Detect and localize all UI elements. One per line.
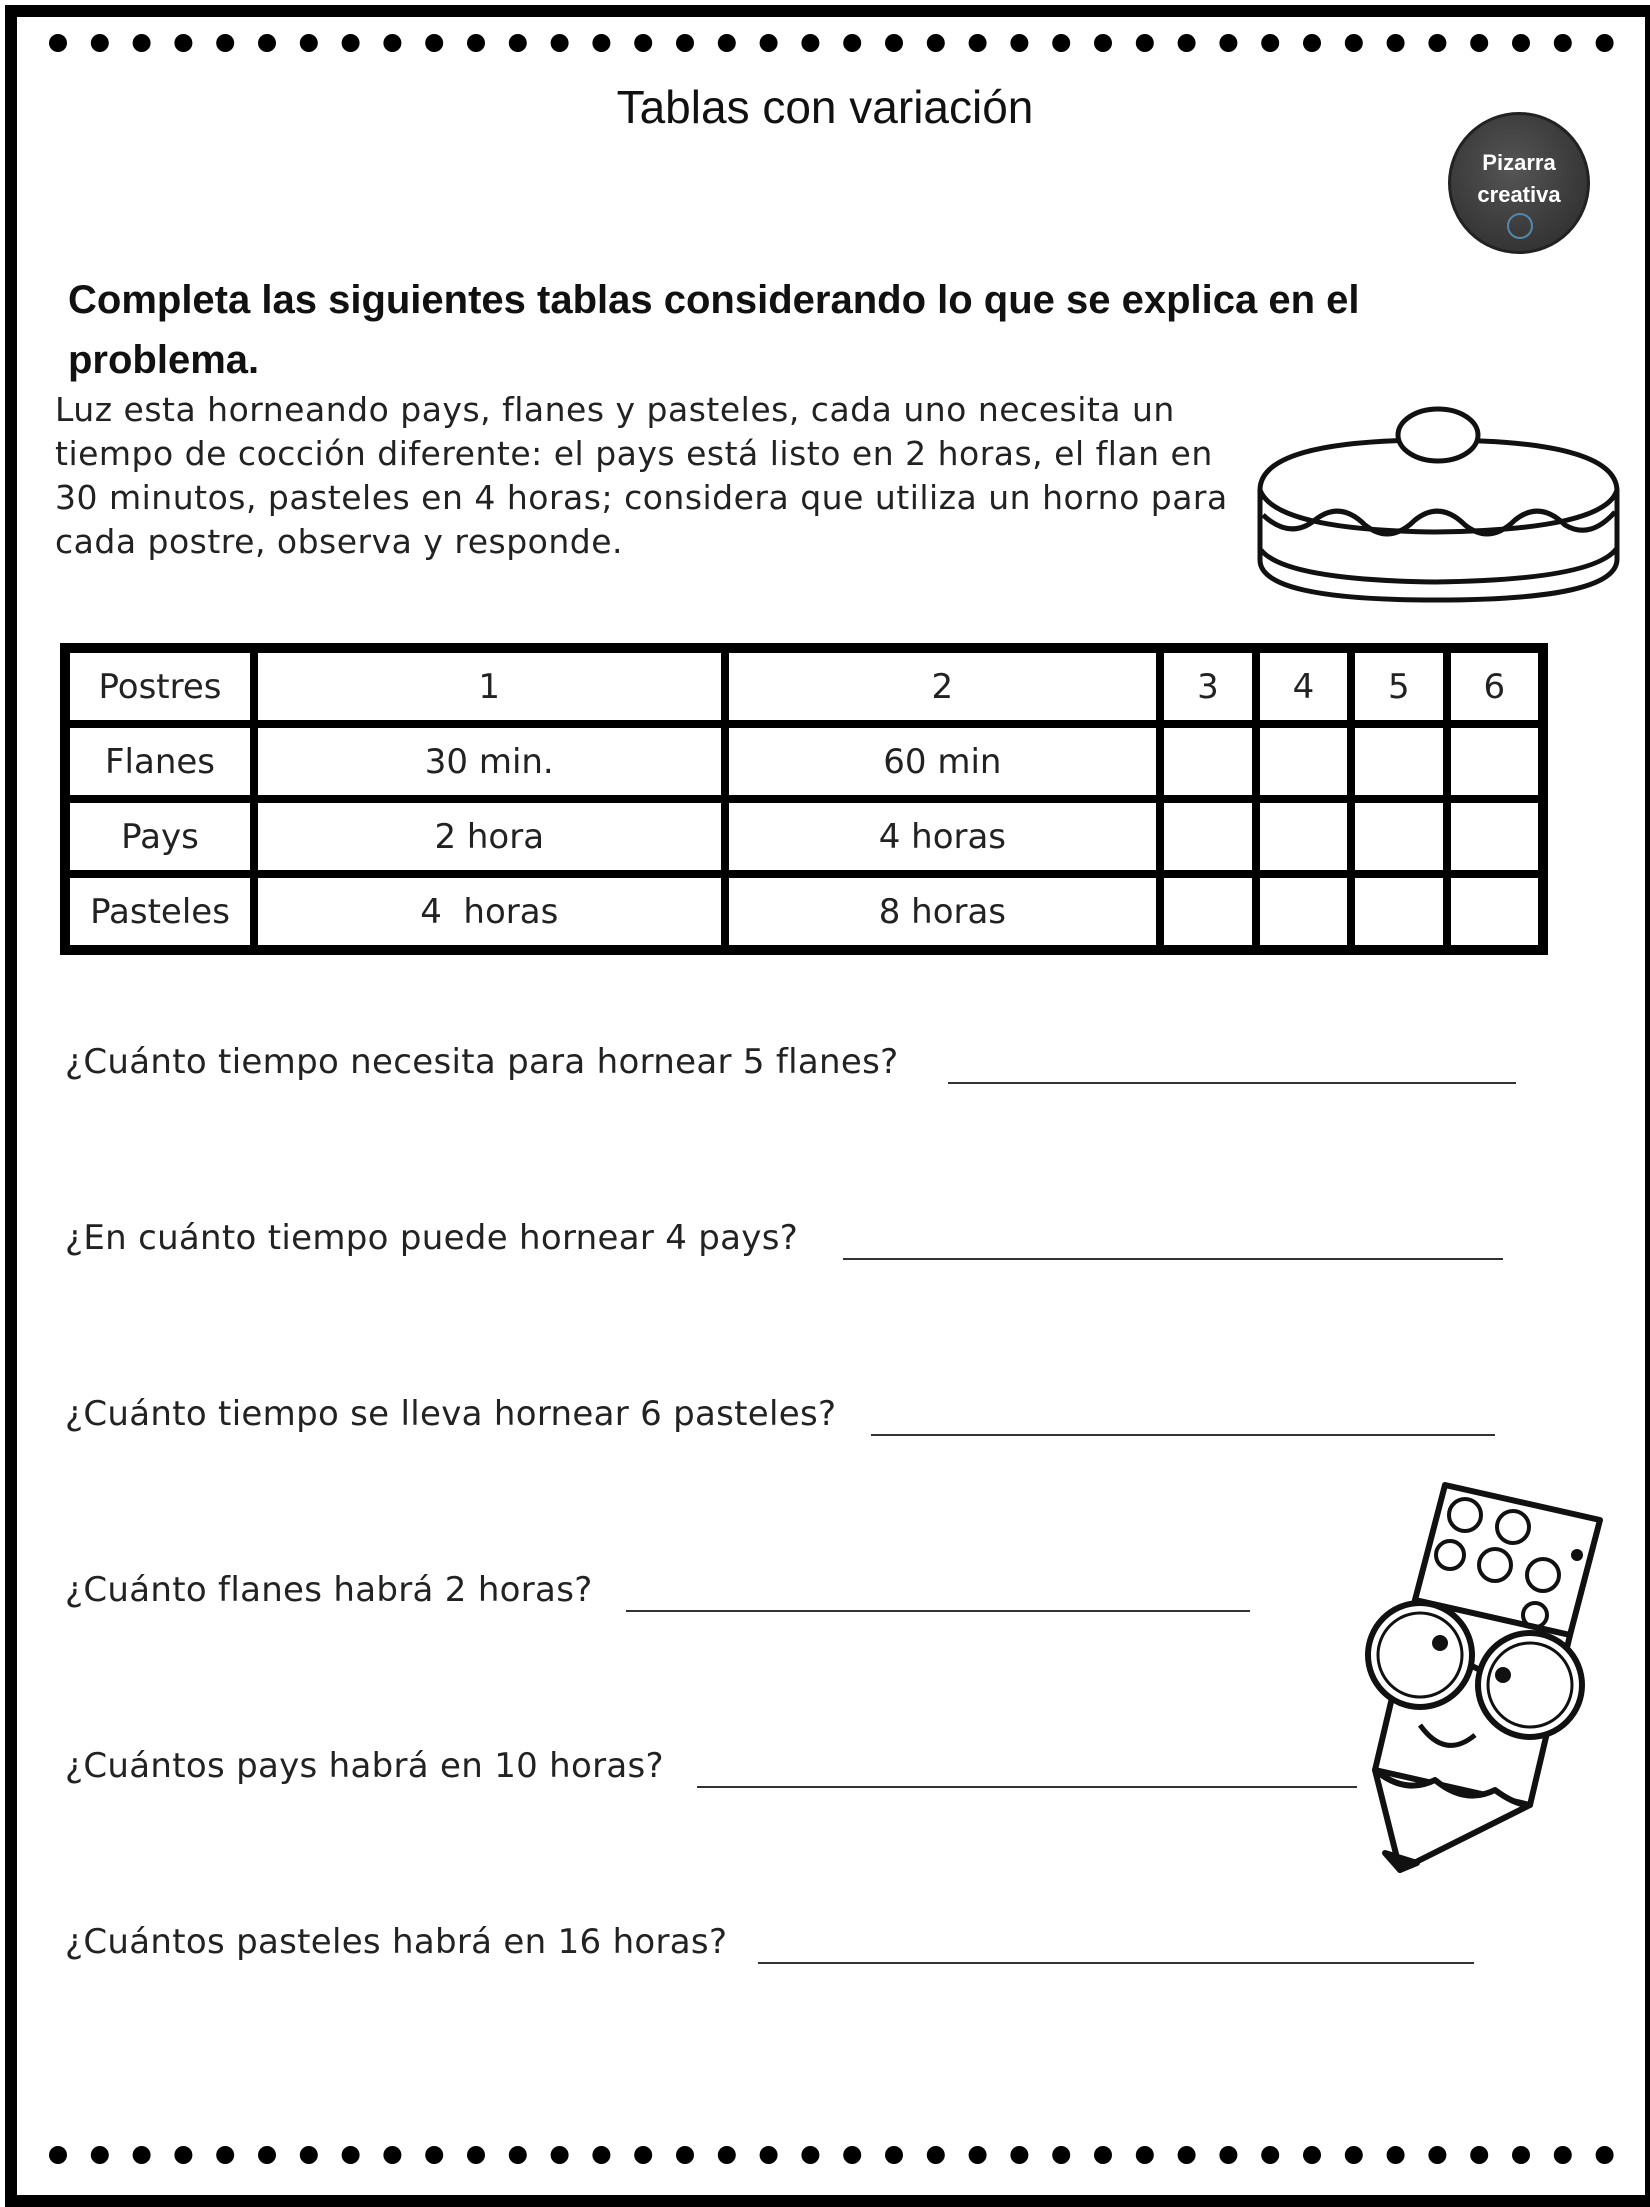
border-dot [1219, 2146, 1237, 2164]
answer-line-4[interactable] [626, 1610, 1250, 1612]
border-dot [509, 2146, 527, 2164]
header-cell-postres: Postres [66, 649, 254, 724]
border-dot [383, 34, 401, 52]
border-dot [1178, 34, 1196, 52]
pizarra-creativa-logo [1448, 112, 1590, 254]
problem-statement: Luz esta horneando pays, flanes y pasteles, cada uno necesita un tiempo de cocción diferente: el pays está listo en 2 horas, el flan en 30 minutos, pasteles en 4 horas; considera que utiliza un horno para cada postre, observa y responde. [55, 390, 1228, 561]
answer-line-3[interactable] [871, 1434, 1495, 1436]
table-cell: 8 horas [725, 874, 1161, 949]
border-dot [342, 2146, 360, 2164]
border-dot [718, 2146, 736, 2164]
border-dot [1010, 2146, 1028, 2164]
globe-icon [1507, 213, 1533, 239]
border-dot [1554, 34, 1572, 52]
border-dot [592, 2146, 610, 2164]
answer-cell[interactable] [1256, 724, 1351, 799]
border-dot [133, 34, 151, 52]
header-cell-6: 6 [1447, 649, 1542, 724]
border-dot [1094, 34, 1112, 52]
border-dot [551, 34, 569, 52]
instruction-heading: Completa las siguientes tablas considerando lo que se explica en el problema. [68, 278, 1360, 382]
border-dot [174, 34, 192, 52]
border-dot [1052, 2146, 1070, 2164]
answer-line-1[interactable] [948, 1082, 1516, 1084]
answer-cell[interactable] [1160, 724, 1255, 799]
border-dot [300, 34, 318, 52]
border-dot [1345, 34, 1363, 52]
border-dot [843, 2146, 861, 2164]
border-dot [927, 2146, 945, 2164]
question-4: ¿Cuánto flanes habrá 2 horas? [65, 1570, 593, 1610]
border-dot [1303, 2146, 1321, 2164]
border-dot [592, 34, 610, 52]
answer-line-5[interactable] [697, 1786, 1357, 1788]
border-dot [801, 2146, 819, 2164]
pencil-character-illustration [1345, 1475, 1610, 1895]
border-dot [258, 2146, 276, 2164]
table-row-flanes [66, 724, 1542, 799]
border-dot [1470, 2146, 1488, 2164]
border-dot [551, 2146, 569, 2164]
table-row-pasteles [66, 874, 1542, 949]
border-dot [1261, 2146, 1279, 2164]
border-dot [1178, 2146, 1196, 2164]
border-dot [676, 2146, 694, 2164]
border-dot [1303, 34, 1321, 52]
header-cell-1: 1 [254, 649, 725, 724]
border-dot [969, 2146, 987, 2164]
question-3: ¿Cuánto tiempo se lleva hornear 6 pasteles? [65, 1394, 837, 1434]
border-dot [760, 34, 778, 52]
answer-cell[interactable] [1351, 799, 1446, 874]
border-dot [342, 34, 360, 52]
table-cell: 4 horas [254, 874, 725, 949]
row-label: Pays [66, 799, 254, 874]
table-cell: 2 hora [254, 799, 725, 874]
border-dot [509, 34, 527, 52]
table-header-row [66, 649, 1542, 724]
answer-cell[interactable] [1351, 724, 1446, 799]
border-dot [49, 2146, 67, 2164]
border-dot [300, 2146, 318, 2164]
answer-line-2[interactable] [843, 1258, 1503, 1260]
border-dot [1512, 34, 1530, 52]
logo-line-2: creativa [1477, 182, 1561, 207]
border-dot [1387, 34, 1405, 52]
header-cell-4: 4 [1256, 649, 1351, 724]
border-dot [1094, 2146, 1112, 2164]
question-5: ¿Cuántos pays habrá en 10 horas? [65, 1746, 664, 1786]
question-1: ¿Cuánto tiempo necesita para hornear 5 flanes? [65, 1042, 899, 1082]
border-dot [425, 34, 443, 52]
table-cell: 30 min. [254, 724, 725, 799]
border-dot [216, 2146, 234, 2164]
border-dot [969, 34, 987, 52]
variation-table [60, 643, 1548, 955]
border-dot [383, 2146, 401, 2164]
page-title: Tablas con variación [616, 81, 1034, 133]
table-row-pays [66, 799, 1542, 874]
border-dot [467, 34, 485, 52]
border-dot [1136, 2146, 1154, 2164]
border-dot [1596, 2146, 1614, 2164]
answer-cell[interactable] [1256, 799, 1351, 874]
table-cell: 4 horas [725, 799, 1161, 874]
border-dot [258, 34, 276, 52]
border-dot [216, 34, 234, 52]
table-cell: 60 min [725, 724, 1161, 799]
border-dot [133, 2146, 151, 2164]
border-dot [91, 2146, 109, 2164]
border-dot [1387, 2146, 1405, 2164]
answer-line-6[interactable] [758, 1962, 1474, 1964]
answer-cell[interactable] [1160, 799, 1255, 874]
answer-cell[interactable] [1351, 874, 1446, 949]
border-dot [49, 34, 67, 52]
border-dot [718, 34, 736, 52]
border-dot [634, 34, 652, 52]
border-dot [927, 34, 945, 52]
header-cell-3: 3 [1160, 649, 1255, 724]
bottom-dot-border [0, 2140, 1650, 2170]
border-dot [1052, 34, 1070, 52]
border-dot [1596, 34, 1614, 52]
border-dot [634, 2146, 652, 2164]
border-dot [1428, 34, 1446, 52]
header-cell-5: 5 [1351, 649, 1446, 724]
border-dot [801, 34, 819, 52]
border-dot [1428, 2146, 1446, 2164]
border-dot [885, 2146, 903, 2164]
answer-cell[interactable] [1447, 724, 1542, 799]
border-dot [91, 34, 109, 52]
border-dot [760, 2146, 778, 2164]
border-dot [1136, 34, 1154, 52]
logo-line-1: Pizarra [1482, 150, 1556, 175]
answer-cell[interactable] [1256, 874, 1351, 949]
row-label: Pasteles [66, 874, 254, 949]
row-label: Flanes [66, 724, 254, 799]
border-dot [1345, 2146, 1363, 2164]
header-cell-2: 2 [725, 649, 1161, 724]
border-dot [1261, 34, 1279, 52]
border-dot [1470, 34, 1488, 52]
question-2: ¿En cuánto tiempo puede hornear 4 pays? [65, 1218, 799, 1258]
border-dot [467, 2146, 485, 2164]
top-dot-border [0, 28, 1650, 58]
border-dot [425, 2146, 443, 2164]
answer-cell[interactable] [1447, 874, 1542, 949]
answer-cell[interactable] [1160, 874, 1255, 949]
border-dot [1554, 2146, 1572, 2164]
border-dot [174, 2146, 192, 2164]
border-dot [1219, 34, 1237, 52]
border-dot [1512, 2146, 1530, 2164]
border-dot [843, 34, 861, 52]
answer-cell[interactable] [1447, 799, 1542, 874]
question-6: ¿Cuántos pasteles habrá en 16 horas? [65, 1922, 728, 1962]
border-dot [885, 34, 903, 52]
border-dot [1010, 34, 1028, 52]
border-dot [676, 34, 694, 52]
cake-illustration [1245, 400, 1630, 610]
